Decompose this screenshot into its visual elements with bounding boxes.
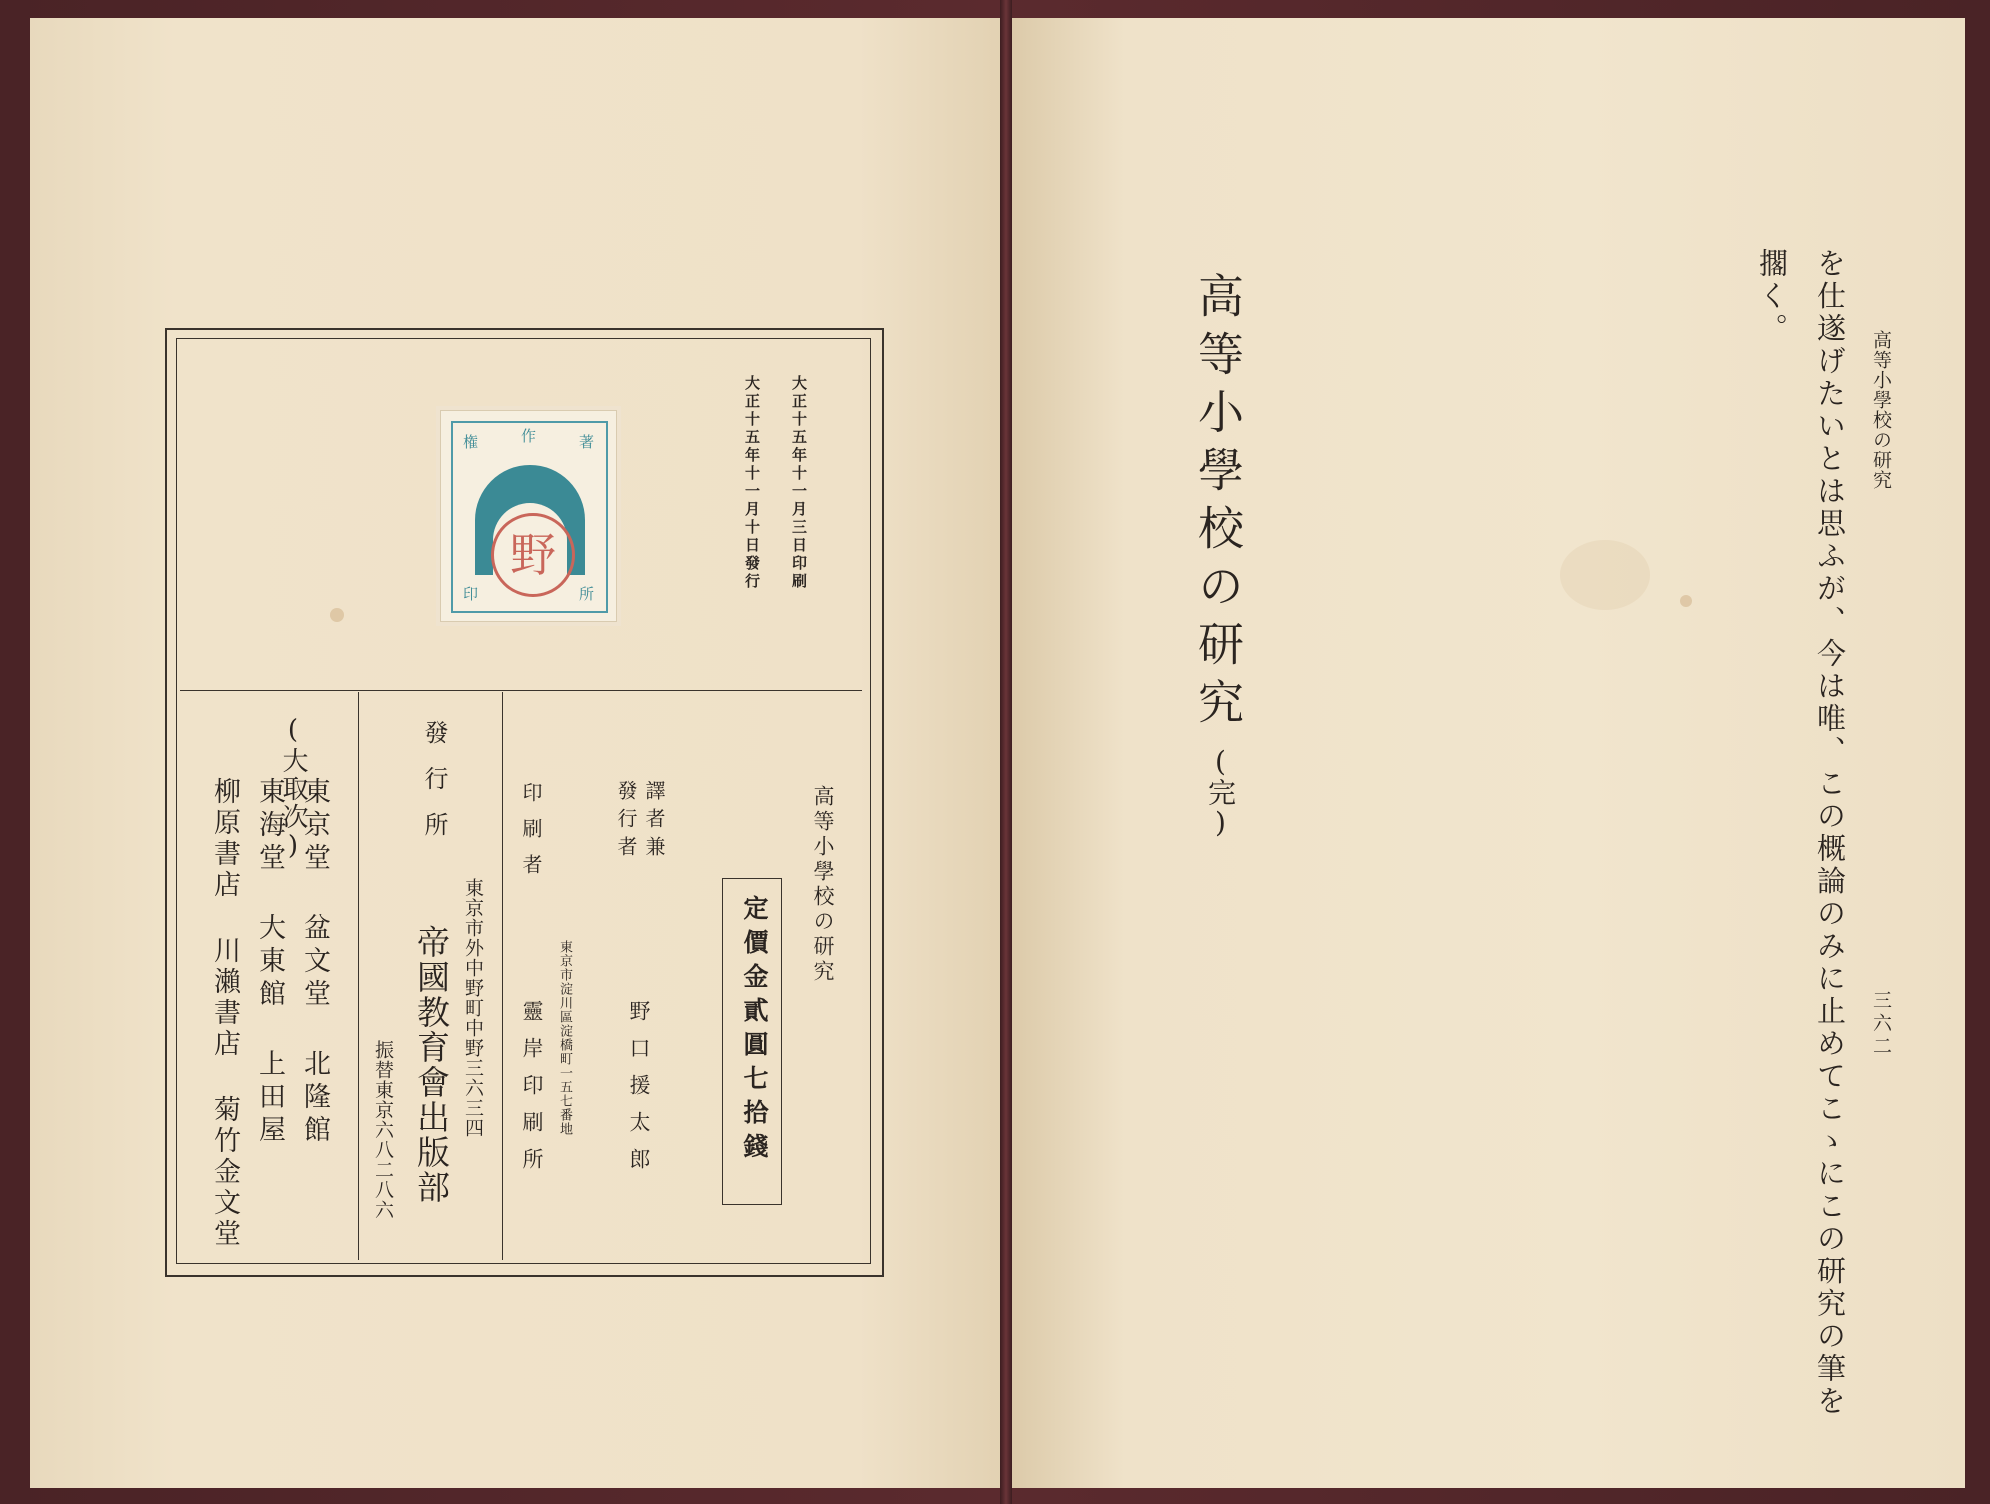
distributor-line: 柳原書店 川瀨書店 菊竹金文堂 bbox=[209, 777, 240, 1250]
revenue-stamp bbox=[440, 410, 617, 622]
stamp-char: 作 bbox=[521, 427, 537, 445]
stamp-char: 著 bbox=[579, 433, 595, 451]
distributor-line: 東海堂 大東館 上田屋 bbox=[254, 777, 285, 1148]
end-mark: (完) bbox=[1204, 745, 1237, 839]
body-text-line: を仕遂げたいとは思ふが、今は唯、この概論のみに止めてこゝにこの研究の筆を bbox=[1813, 248, 1847, 1418]
translator-label: 發行者 bbox=[614, 780, 638, 864]
distributor-line: 東京堂 盆文堂 北隆館 bbox=[299, 777, 330, 1148]
stamp-frame bbox=[451, 421, 608, 613]
print-date: 大正十五年十一月三日印刷 bbox=[790, 375, 808, 591]
running-head: 高等小學校の研究 bbox=[1870, 330, 1892, 490]
price: 定價金貳圓七拾錢 bbox=[740, 895, 769, 1167]
body-text-line: 擱く。 bbox=[1755, 248, 1789, 346]
publisher-label: 發行所 bbox=[420, 720, 448, 858]
translator-name: 野口援太郎 bbox=[627, 1000, 651, 1185]
stamp-char: 印 bbox=[463, 585, 479, 603]
colophon-column-rule bbox=[358, 692, 359, 1260]
foxing-spot bbox=[1680, 595, 1692, 607]
colophon-column-rule bbox=[502, 692, 503, 1260]
stamp-char: 所 bbox=[579, 585, 595, 603]
book-title: 高等小學校の研究 bbox=[811, 785, 835, 985]
printer-label: 印刷者 bbox=[519, 782, 543, 890]
printer-address: 東京市淀川區淀橋町一五七番地 bbox=[557, 940, 572, 1136]
foxing-spot bbox=[1560, 540, 1650, 610]
personal-seal: 野 bbox=[491, 513, 575, 597]
translator-label: 譯者兼 bbox=[642, 780, 666, 864]
distributors-label: (大取次) bbox=[278, 715, 308, 863]
book-gutter bbox=[1000, 0, 1012, 1504]
publisher-name: 帝國教育會出版部 bbox=[412, 925, 451, 1205]
publish-date: 大正十五年十一月十日發行 bbox=[743, 375, 761, 591]
end-title: 高等小學校の研究 bbox=[1191, 272, 1245, 736]
printer-name: 靈岸印刷所 bbox=[520, 1000, 544, 1185]
colophon-divider bbox=[180, 690, 862, 691]
stamp-char: 権 bbox=[463, 433, 479, 451]
transfer-account: 振替東京六八二八六 bbox=[372, 1040, 394, 1220]
page-number: 三六二 bbox=[1870, 990, 1892, 1059]
publisher-address: 東京市外中野町中野三六三四 bbox=[462, 878, 484, 1138]
